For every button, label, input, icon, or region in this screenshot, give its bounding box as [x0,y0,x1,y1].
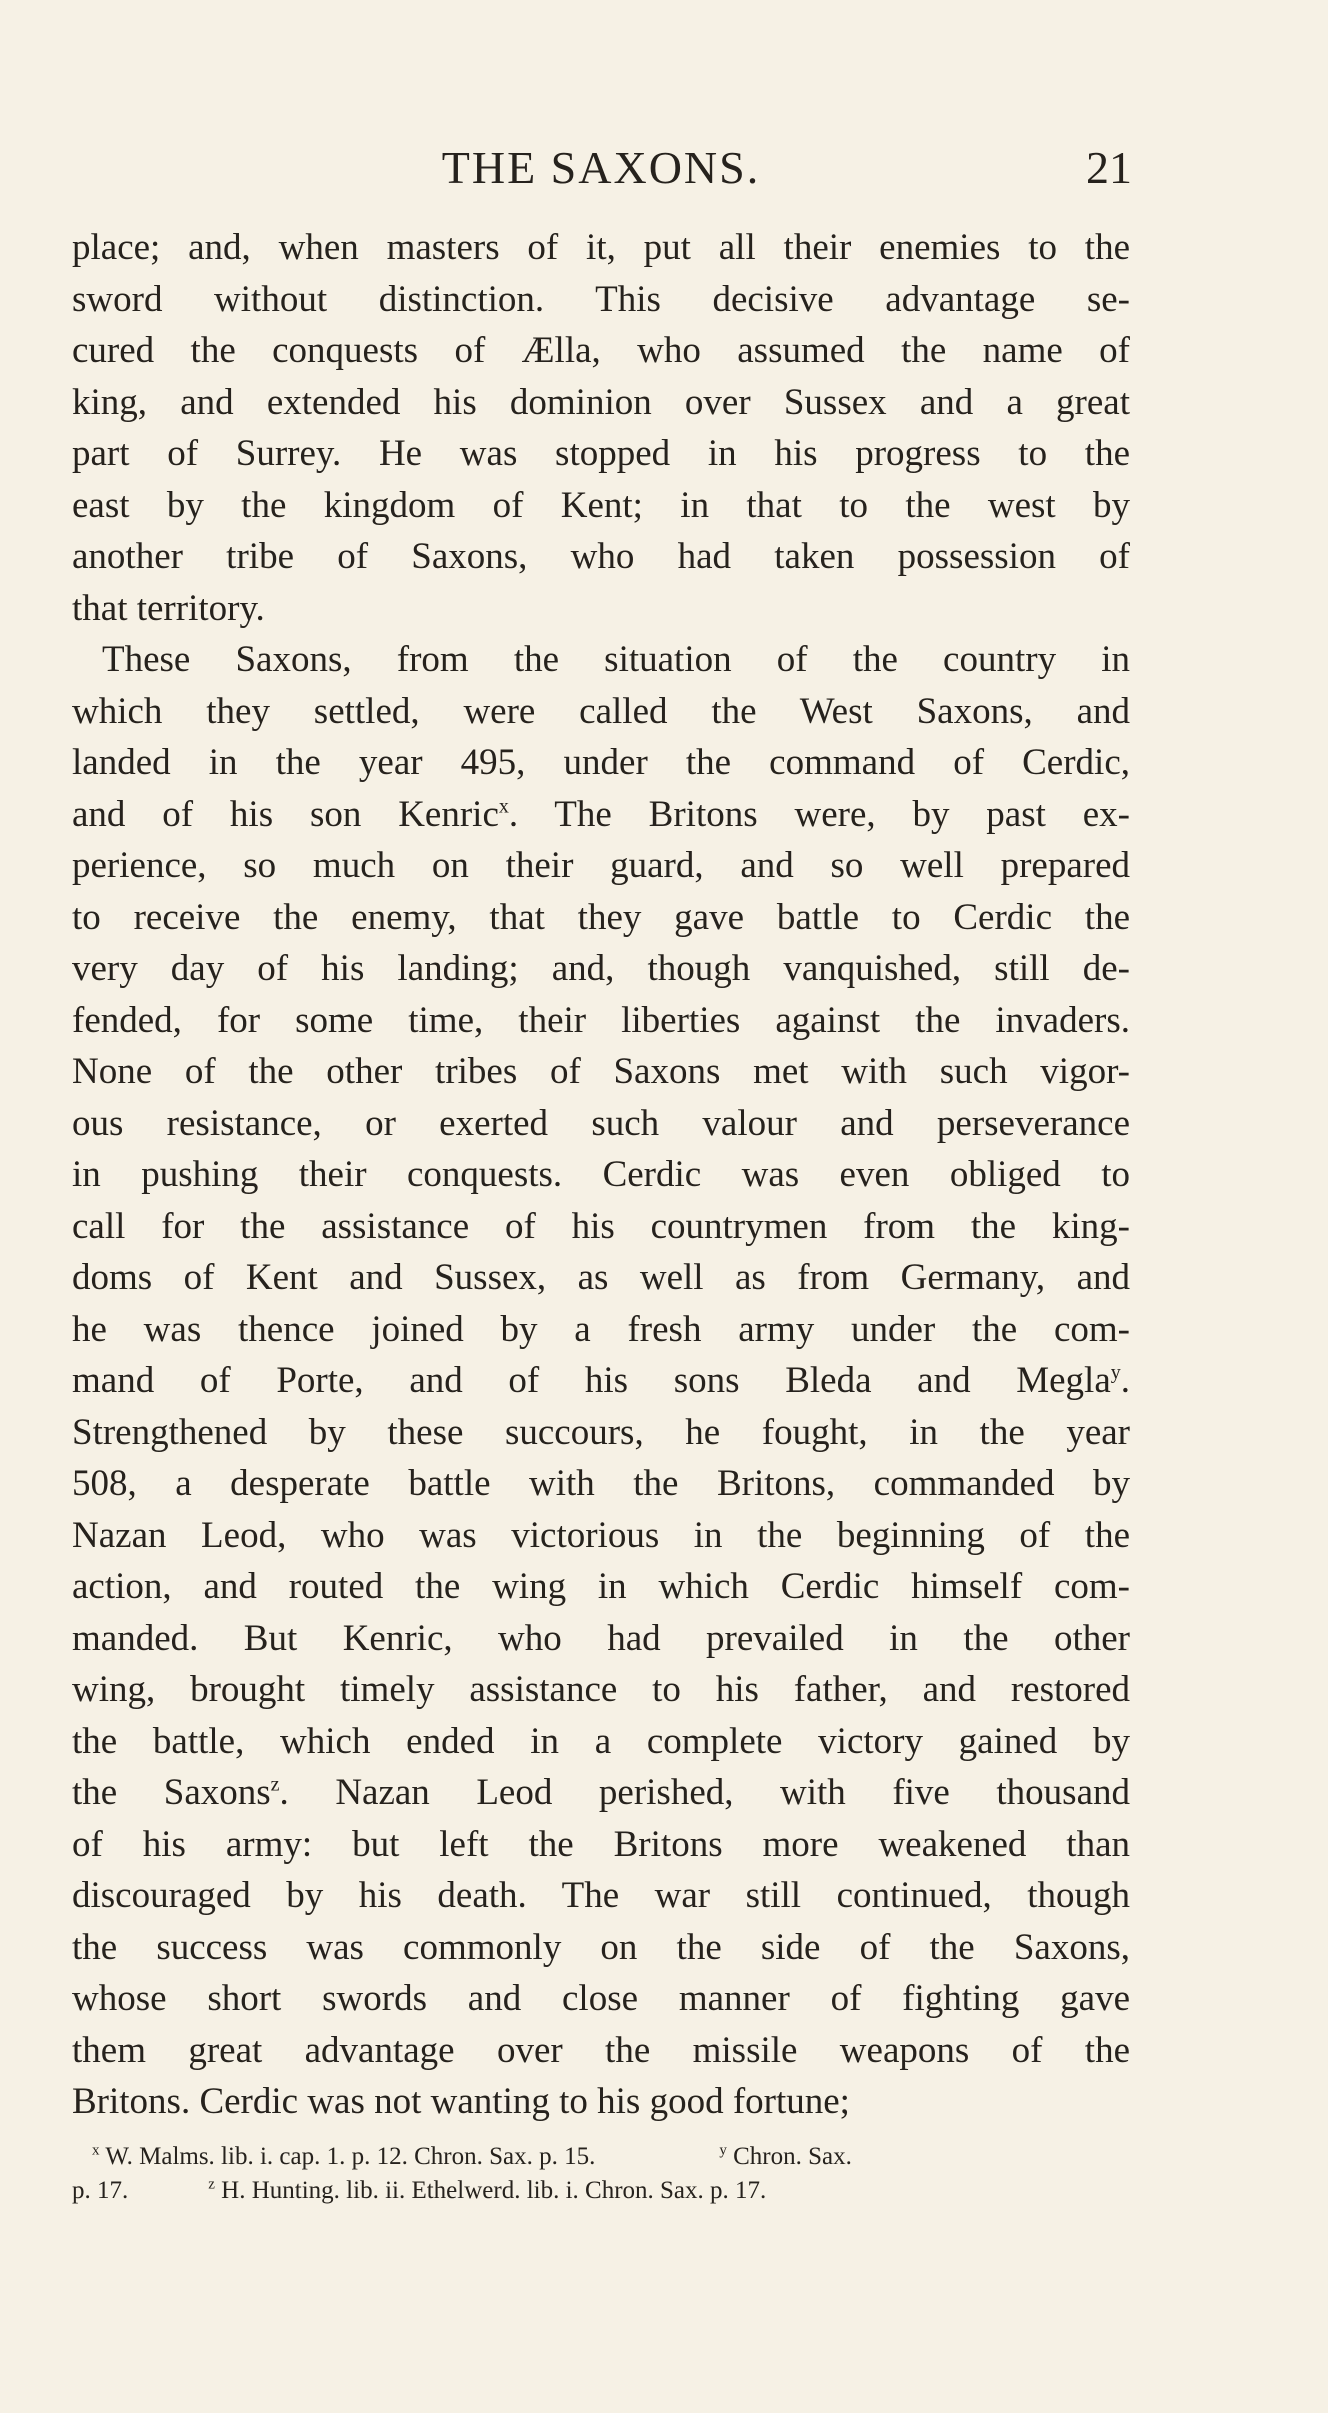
text-line [72,1355,1130,1407]
footnote-mark-y: y [719,2142,727,2159]
line-text: Nazan Leod, who was victorious in the beginning of the [72,1514,1130,1556]
text-line [72,1613,1130,1665]
text-line [72,274,1130,326]
line-text: whose short swords and close manner of fighting gave [72,1978,1130,2019]
text-line [72,325,1130,377]
text-line [72,1252,1130,1304]
text-line [72,531,1130,583]
text-line [72,1510,1130,1562]
text-line [72,1922,1130,1974]
text-line [72,1458,1130,1510]
footnote-y-continuation: p. 17. [72,2177,129,2204]
text-line [72,583,1130,635]
line-text: mand of Porte, and of his sons Bleda and Megla [72,1360,1111,1401]
text-line [72,1973,1130,2025]
line-text: cured the conquests of Ælla, who assumed the name of [72,330,1130,371]
text-line [72,892,1130,944]
line-text: to receive the enemy, that they gave battle to Cerdic the [72,896,1130,938]
text-line [72,737,1130,789]
line-text: None of the other tribes of Saxons met with such vigor- [72,1051,1130,1092]
text-line [72,943,1130,995]
body-text [72,222,1130,2128]
line-text: the success was commonly on the side of the Saxons, [72,1926,1130,1968]
text-line [72,1716,1130,1768]
line-text: in pushing their conquests. Cerdic was even obliged to [72,1154,1130,1195]
text-line [72,428,1130,480]
line-text: manded. But Kenric, who had prevailed in the other [72,1617,1130,1659]
text-line [72,1046,1130,1098]
line-text: Strengthened by these succours, he fought, in the year [72,1411,1130,1453]
text-line [72,1304,1130,1356]
line-text: ous resistance, or exerted such valour and perseverance [72,1102,1130,1144]
line-text: action, and routed the wing in which Cerdic himself com- [72,1566,1130,1607]
text-line [72,1561,1130,1613]
footnote-reference: y [1110,1361,1121,1384]
line-text: Britons. Cerdic was not wanting to his good fortune; [72,2081,850,2122]
text-line [72,840,1130,892]
line-text: king, and extended his dominion over Sussex and a great [72,381,1130,423]
text-line [72,1870,1130,1922]
line-text: fended, for some time, their liberties against the invaders. [72,999,1130,1041]
line-text: part of Surrey. He was stopped in his progress to the [72,433,1130,474]
footnote-mark-z: z [208,2176,215,2193]
footnote-x-text: W. Malms. lib. i. cap. 1. p. 12. Chron. Sax. p. 15. [105,2143,596,2170]
line-text: the battle, which ended in a complete victory gained by [72,1720,1130,1762]
text-line [72,789,1130,841]
text-line [72,1407,1130,1459]
line-text: east by the kingdom of Kent; in that to the west by [72,484,1130,526]
text-line [72,377,1130,429]
text-line [72,2076,1130,2128]
line-text: which they settled, were called the West Saxons, and [72,690,1130,732]
line-text: them great advantage over the missile weapons of the [72,2029,1130,2071]
line-text: that territory. [72,587,265,629]
footnote-reference: x [498,795,509,818]
text-line [72,634,1130,686]
line-text: place; and, when masters of it, put all their enemies to the [72,227,1130,268]
text-line [72,222,1130,274]
text-line [72,1819,1130,1871]
text-line [72,1149,1130,1201]
footnote-z-text: H. Hunting. lib. ii. Ethelwerd. lib. i. Chron. Sax. p. 17. [221,2177,767,2204]
text-line [72,2025,1130,2077]
line-text: landed in the year 495, under the command of Cerdic, [72,742,1130,783]
page-number: 21 [1086,142,1132,193]
line-text: sword without distinction. This decisive advantage se- [72,278,1130,320]
text-line [72,995,1130,1047]
line-text: discouraged by his death. The war still continued, though [72,1875,1130,1916]
footnote-line [72,2140,1132,2174]
line-text: doms of Kent and Sussex, as well as from Germany, and [72,1257,1130,1298]
footnote-line [72,2174,1132,2208]
line-text: These Saxons, from the situation of the country in [102,639,1130,680]
text-line [72,1201,1130,1253]
line-text-continuation: . The Britons were, by past ex- [508,793,1130,835]
line-text: he was thence joined by a fresh army under the com- [72,1308,1130,1350]
footnotes [72,2140,1132,2208]
text-line [72,1767,1130,1819]
text-line [72,1664,1130,1716]
text-line [72,480,1130,532]
footnote-mark-x: x [92,2142,100,2159]
line-text: the Saxons [72,1772,271,1813]
line-text: wing, brought timely assistance to his father, and restored [72,1669,1130,1710]
running-head [70,138,1132,198]
line-text: of his army: but left the Britons more weakened than [72,1823,1130,1865]
line-text-continuation: . Nazan Leod perished, with five thousand [279,1772,1130,1813]
footnote-y-text: Chron. Sax. [733,2143,852,2170]
text-line [72,686,1130,738]
line-text: another tribe of Saxons, who had taken possession of [72,536,1130,577]
running-title: THE SAXONS. [441,142,761,193]
line-text: very day of his landing; and, though vanquished, still de- [72,948,1130,989]
line-text: call for the assistance of his countrymen from the king- [72,1205,1130,1247]
line-text: and of his son Kenric [72,793,499,835]
footnote-reference: z [270,1773,280,1796]
line-text: perience, so much on their guard, and so well prepared [72,845,1130,886]
line-text-continuation: . [1120,1360,1130,1401]
text-line [72,1098,1130,1150]
line-text: 508, a desperate battle with the Britons, commanded by [72,1463,1130,1504]
